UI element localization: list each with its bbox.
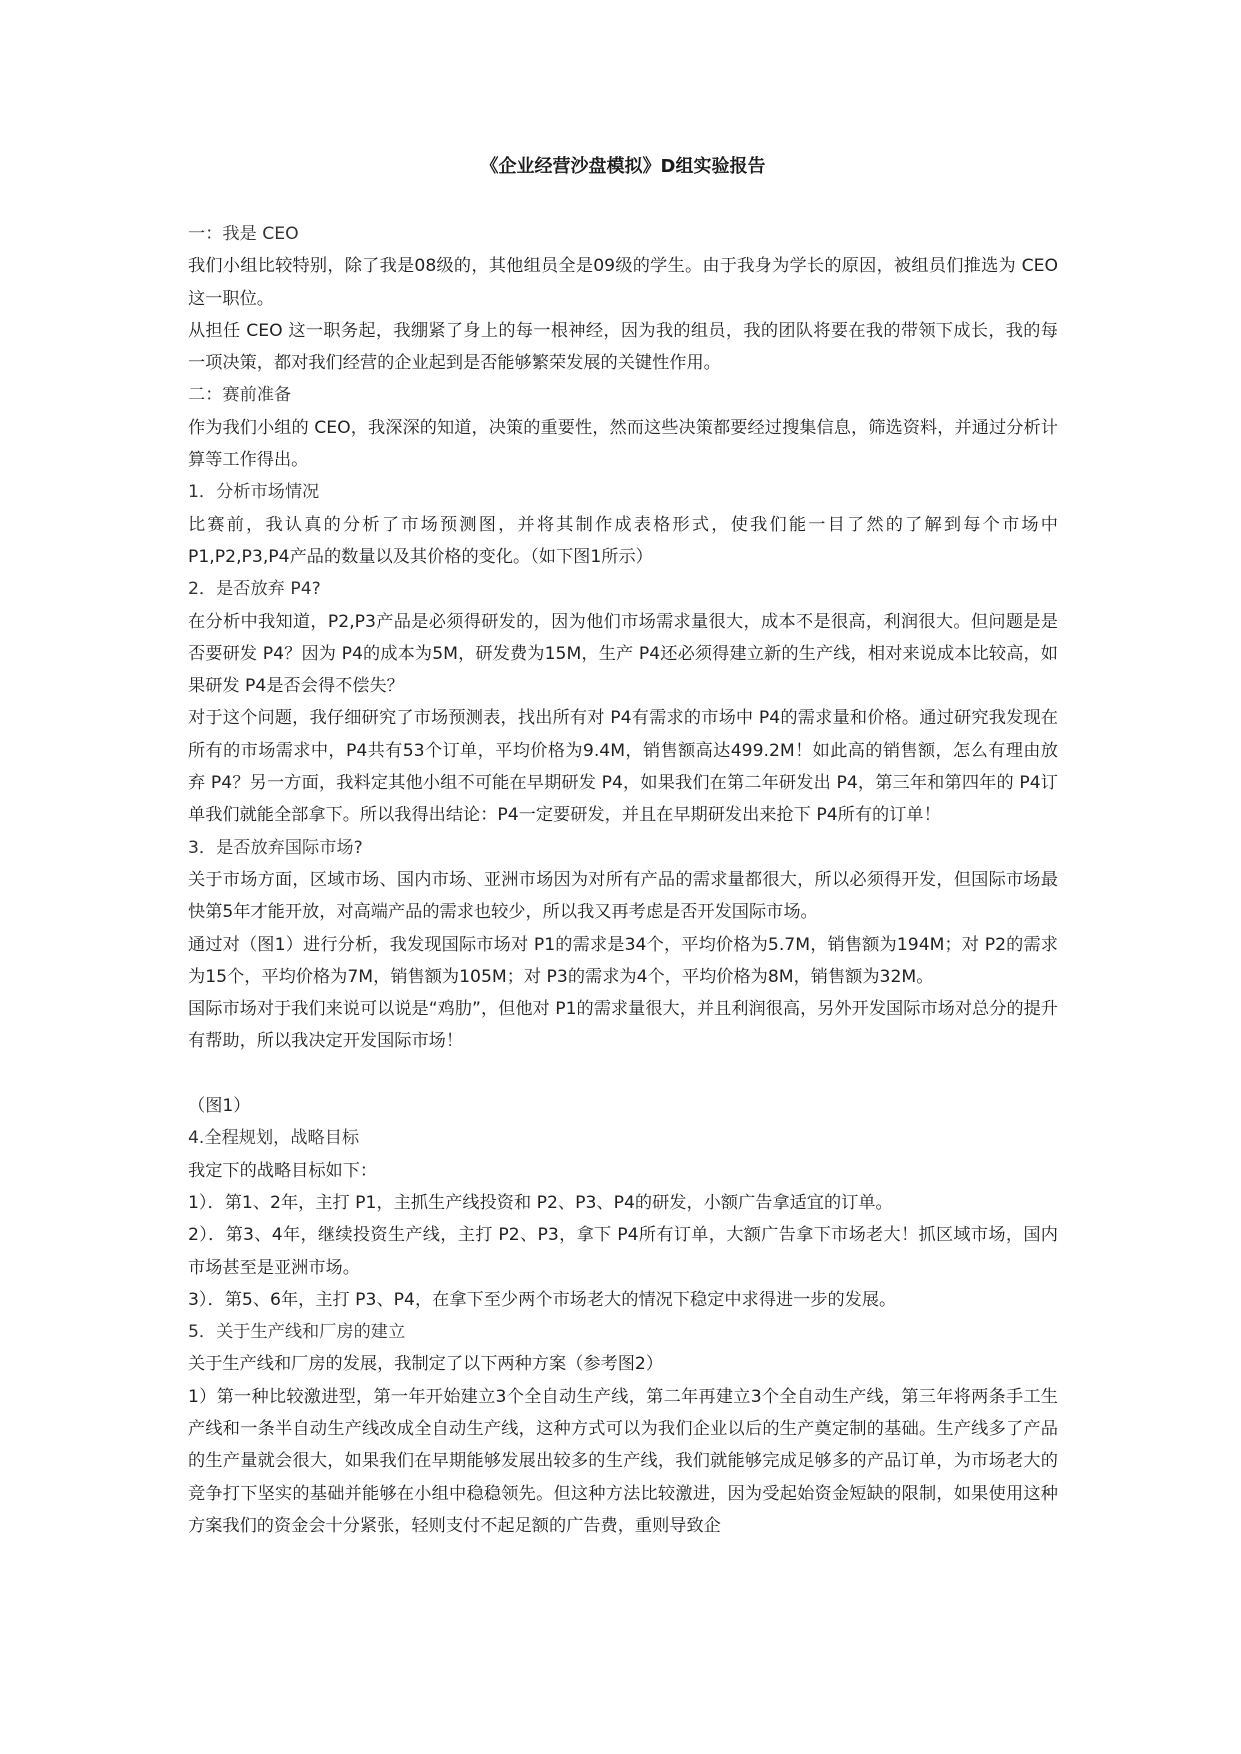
paragraph: 我们小组比较特别，除了我是08级的，其他组员全是09级的学生。由于我身为学长的原因，被组员们推选为 CEO 这一职位。 xyxy=(188,256,1058,309)
paragraph: 在分析中我知道，P2,P3产品是必须得研发的，因为他们市场需求量很大，成本不是很高，利润很大。但问题是是否要研发 P4？因为 P4的成本为5M，研发费为15M，生产 P4还必须得建立新的生产线，相对来说成本比较高，如果研发 P4是否会得不偿失？ xyxy=(188,611,1058,697)
paragraph: 1）第一种比较激进型，第一年开始建立3个全自动生产线，第二年再建立3个全自动生产线，第三年将两条手工生产线和一条半自动生产线改成全自动生产线，这种方式可以为我们企业以后的生产奠定制的基础。生产线多了产品的生产量就会很大，如果我们在早期能够发展出较多的生产线，我们就能够完成足够多的产品订单，为市场老大的竞争打下坚实的基础并能够在小组中稳稳领先。但这种方法比较激进，因为受起始资金短缺的限制，如果使用这种方案我们的资金会十分紧张，轻则支付不起足额的广告费，重则导致企 xyxy=(188,1386,1058,1536)
paragraph: 3）．第5、6年，主打 P3、P4，在拿下至少两个市场老大的情况下稳定中求得进一步的发展。 xyxy=(188,1289,897,1310)
paragraph: 关于市场方面，区域市场、国内市场、亚洲市场因为对所有产品的需求量都很大，所以必须得开发，但国际市场最快第5年才能开放，对高端产品的需求也较少，所以我又再考虑是否开发国际市场。 xyxy=(188,869,1058,923)
paragraph: （图1） xyxy=(188,1096,251,1117)
paragraph: 关于生产线和厂房的发展，我制定了以下两种方案（参考图2） xyxy=(188,1354,664,1375)
paragraph: 通过对（图1）进行分析，我发现国际市场对 P1的需求是34个，平均价格为5.7M，销售额为194M；对 P2的需求为15个，平均价格为7M，销售额为105M；对 P3的需求为4个，平均价格为8M，销售额为32M。 xyxy=(188,934,1058,987)
paragraph: 我定下的战略目标如下： xyxy=(188,1160,378,1181)
document-page xyxy=(188,0,1058,1754)
blank-line xyxy=(188,1058,1058,1090)
section-heading: 1．分析市场情况 xyxy=(188,482,320,503)
section-heading: 一：我是 CEO xyxy=(188,224,299,244)
section-heading: 二：赛前准备 xyxy=(188,385,292,406)
paragraph: 作为我们小组的 CEO，我深深的知道，决策的重要性，然而这些决策都要经过搜集信息，筛选资料，并通过分析计算等工作得出。 xyxy=(188,417,1058,471)
paragraph: 从担任 CEO 这一职务起，我绷紧了身上的每一根神经，因为我的组员，我的团队将要在我的带领下成长，我的每一项决策，都对我们经营的企业起到是否能够繁荣发展的关键性作用。 xyxy=(188,320,1058,374)
section-heading: 2．是否放弃 P4? xyxy=(188,579,321,600)
section-heading: 5．关于生产线和厂房的建立 xyxy=(188,1322,406,1343)
paragraph: 对于这个问题，我仔细研究了市场预测表，找出所有对 P4有需求的市场中 P4的需求量和价格。通过研究我发现在所有的市场需求中，P4共有53个订单，平均价格为9.4M，销售额高达499.2M！如此高的销售额，怎么有理由放弃 P4？另一方面，我料定其他小组不可能在早期研发 P4，如果我们在第二年研发出 P4，第三年和第四年的 P4订单我们就能全部拿下。所以我得出结论：P4一定要研发，并且在早期研发出来抢下 P4所有的订单！ xyxy=(188,708,1058,826)
paragraph: 2）．第3、4年，继续投资生产线，主打 P2、P3，拿下 P4所有订单，大额广告拿下市场老大！抓区域市场，国内市场甚至是亚洲市场。 xyxy=(188,1225,1058,1278)
document-body xyxy=(188,218,1058,1542)
section-heading: 4.全程规划，战略目标 xyxy=(188,1128,360,1149)
paragraph: 国际市场对于我们来说可以说是“鸡肋”，但他对 P1的需求量很大，并且利润很高，另外开发国际市场对总分的提升有帮助，所以我决定开发国际市场！ xyxy=(188,999,1058,1052)
paragraph: 比赛前，我认真的分析了市场预测图，并将其制作成表格形式，使我们能一目了然的了解到每个市场中P1,P2,P3,P4产品的数量以及其价格的变化。（如下图1所示） xyxy=(188,514,1058,567)
document-title: 《企业经营沙盘模拟》D组实验报告 xyxy=(480,156,766,177)
section-heading: 3．是否放弃国际市场? xyxy=(188,837,363,858)
paragraph: 1）．第1、2年，主打 P1，主抓生产线投资和 P2、P3、P4的研发，小额广告拿适宜的订单。 xyxy=(188,1192,893,1213)
